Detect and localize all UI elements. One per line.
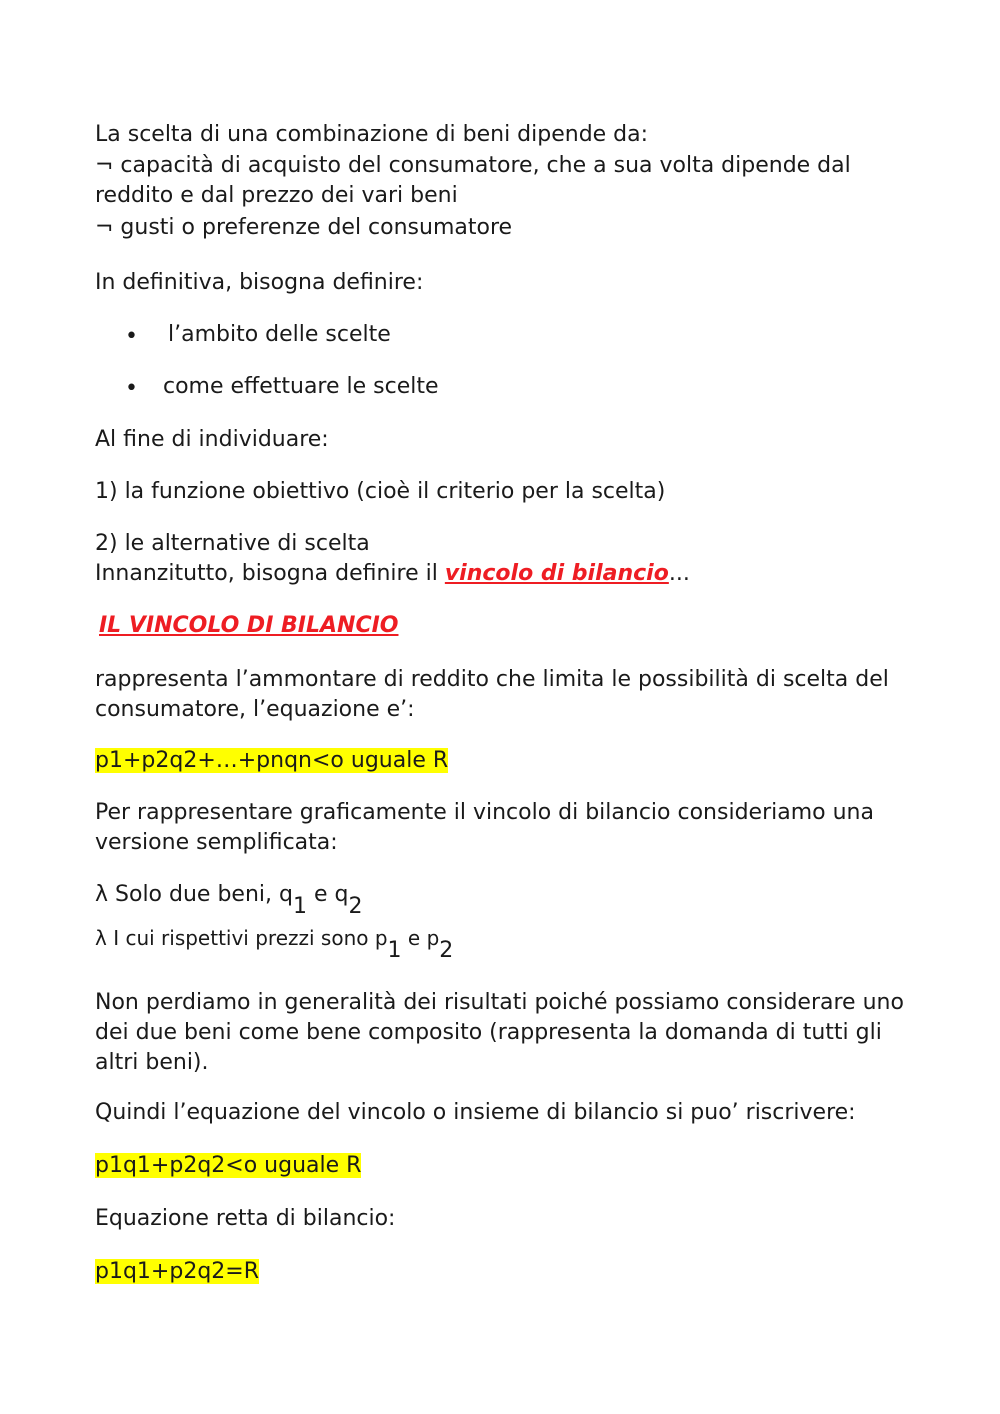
equation-general-text: p1+p2q2+…+pnqn<o uguale R bbox=[95, 748, 449, 773]
fine-text: Al fine di individuare: bbox=[95, 427, 329, 452]
intro-item-capacity: ¬ capacità di acquisto del consumatore, che a sua volta dipende dal reddito e dal prezzo dei vari beni bbox=[95, 153, 851, 208]
non-perdiamo-text: Non perdiamo in generalità dei risultati poiché possiamo considerare uno dei due beni come bene composito (rappresenta la domanda di tutti gli altri beni). bbox=[95, 990, 904, 1075]
intro-line: La scelta di una combinazione di beni dipende da: bbox=[95, 122, 649, 147]
rappresenta-text: rappresenta l’ammontare di reddito che limita le possibilità di scelta del consumatore, l’equazione e’: bbox=[95, 667, 889, 722]
per-rappresentare-text: Per rappresentare graficamente il vincolo di bilancio consideriamo una versione semplificata: bbox=[95, 800, 874, 855]
vincolo-link[interactable]: vincolo di bilancio bbox=[444, 561, 669, 586]
lambda-item-beni: λ Solo due beni, q1 e q2 bbox=[95, 882, 363, 919]
equation-general bbox=[95, 746, 915, 776]
equation-two-goods-text: p1q1+p2q2<o uguale R bbox=[95, 1153, 362, 1178]
definitiva-text: In definitiva, bisogna definire: bbox=[95, 270, 424, 295]
section-heading-text: IL VINCOLO DI BILANCIO bbox=[99, 613, 399, 638]
bullet-item-ambito: l’ambito delle scelte bbox=[168, 322, 391, 347]
equation-two-goods bbox=[95, 1151, 915, 1181]
intro-item-preferences: ¬ gusti o preferenze del consumatore bbox=[95, 215, 513, 240]
innanzitutto-after: ... bbox=[668, 561, 690, 586]
innanzitutto-before: Innanzitutto, bisogna definire il bbox=[95, 561, 445, 586]
lambda-item-prezzi: λ I cui rispettivi prezzi sono p1 e p2 bbox=[95, 926, 454, 963]
section-heading bbox=[99, 611, 919, 641]
quindi-text: Quindi l’equazione del vincolo o insieme di bilancio si puo’ riscrivere: bbox=[95, 1100, 856, 1125]
equazione-retta-text: Equazione retta di bilancio: bbox=[95, 1206, 396, 1231]
equation-retta-text: p1q1+p2q2=R bbox=[95, 1259, 260, 1284]
innanzitutto-line bbox=[95, 559, 915, 589]
equation-retta bbox=[95, 1257, 915, 1287]
bullet-dot: • bbox=[125, 376, 138, 401]
bullet-dot: • bbox=[125, 324, 138, 349]
bullet-item-come: come effettuare le scelte bbox=[163, 374, 439, 399]
numbered-item-1: 1) la funzione obiettivo (cioè il criterio per la scelta) bbox=[95, 479, 666, 504]
numbered-item-2: 2) le alternative di scelta bbox=[95, 531, 370, 556]
